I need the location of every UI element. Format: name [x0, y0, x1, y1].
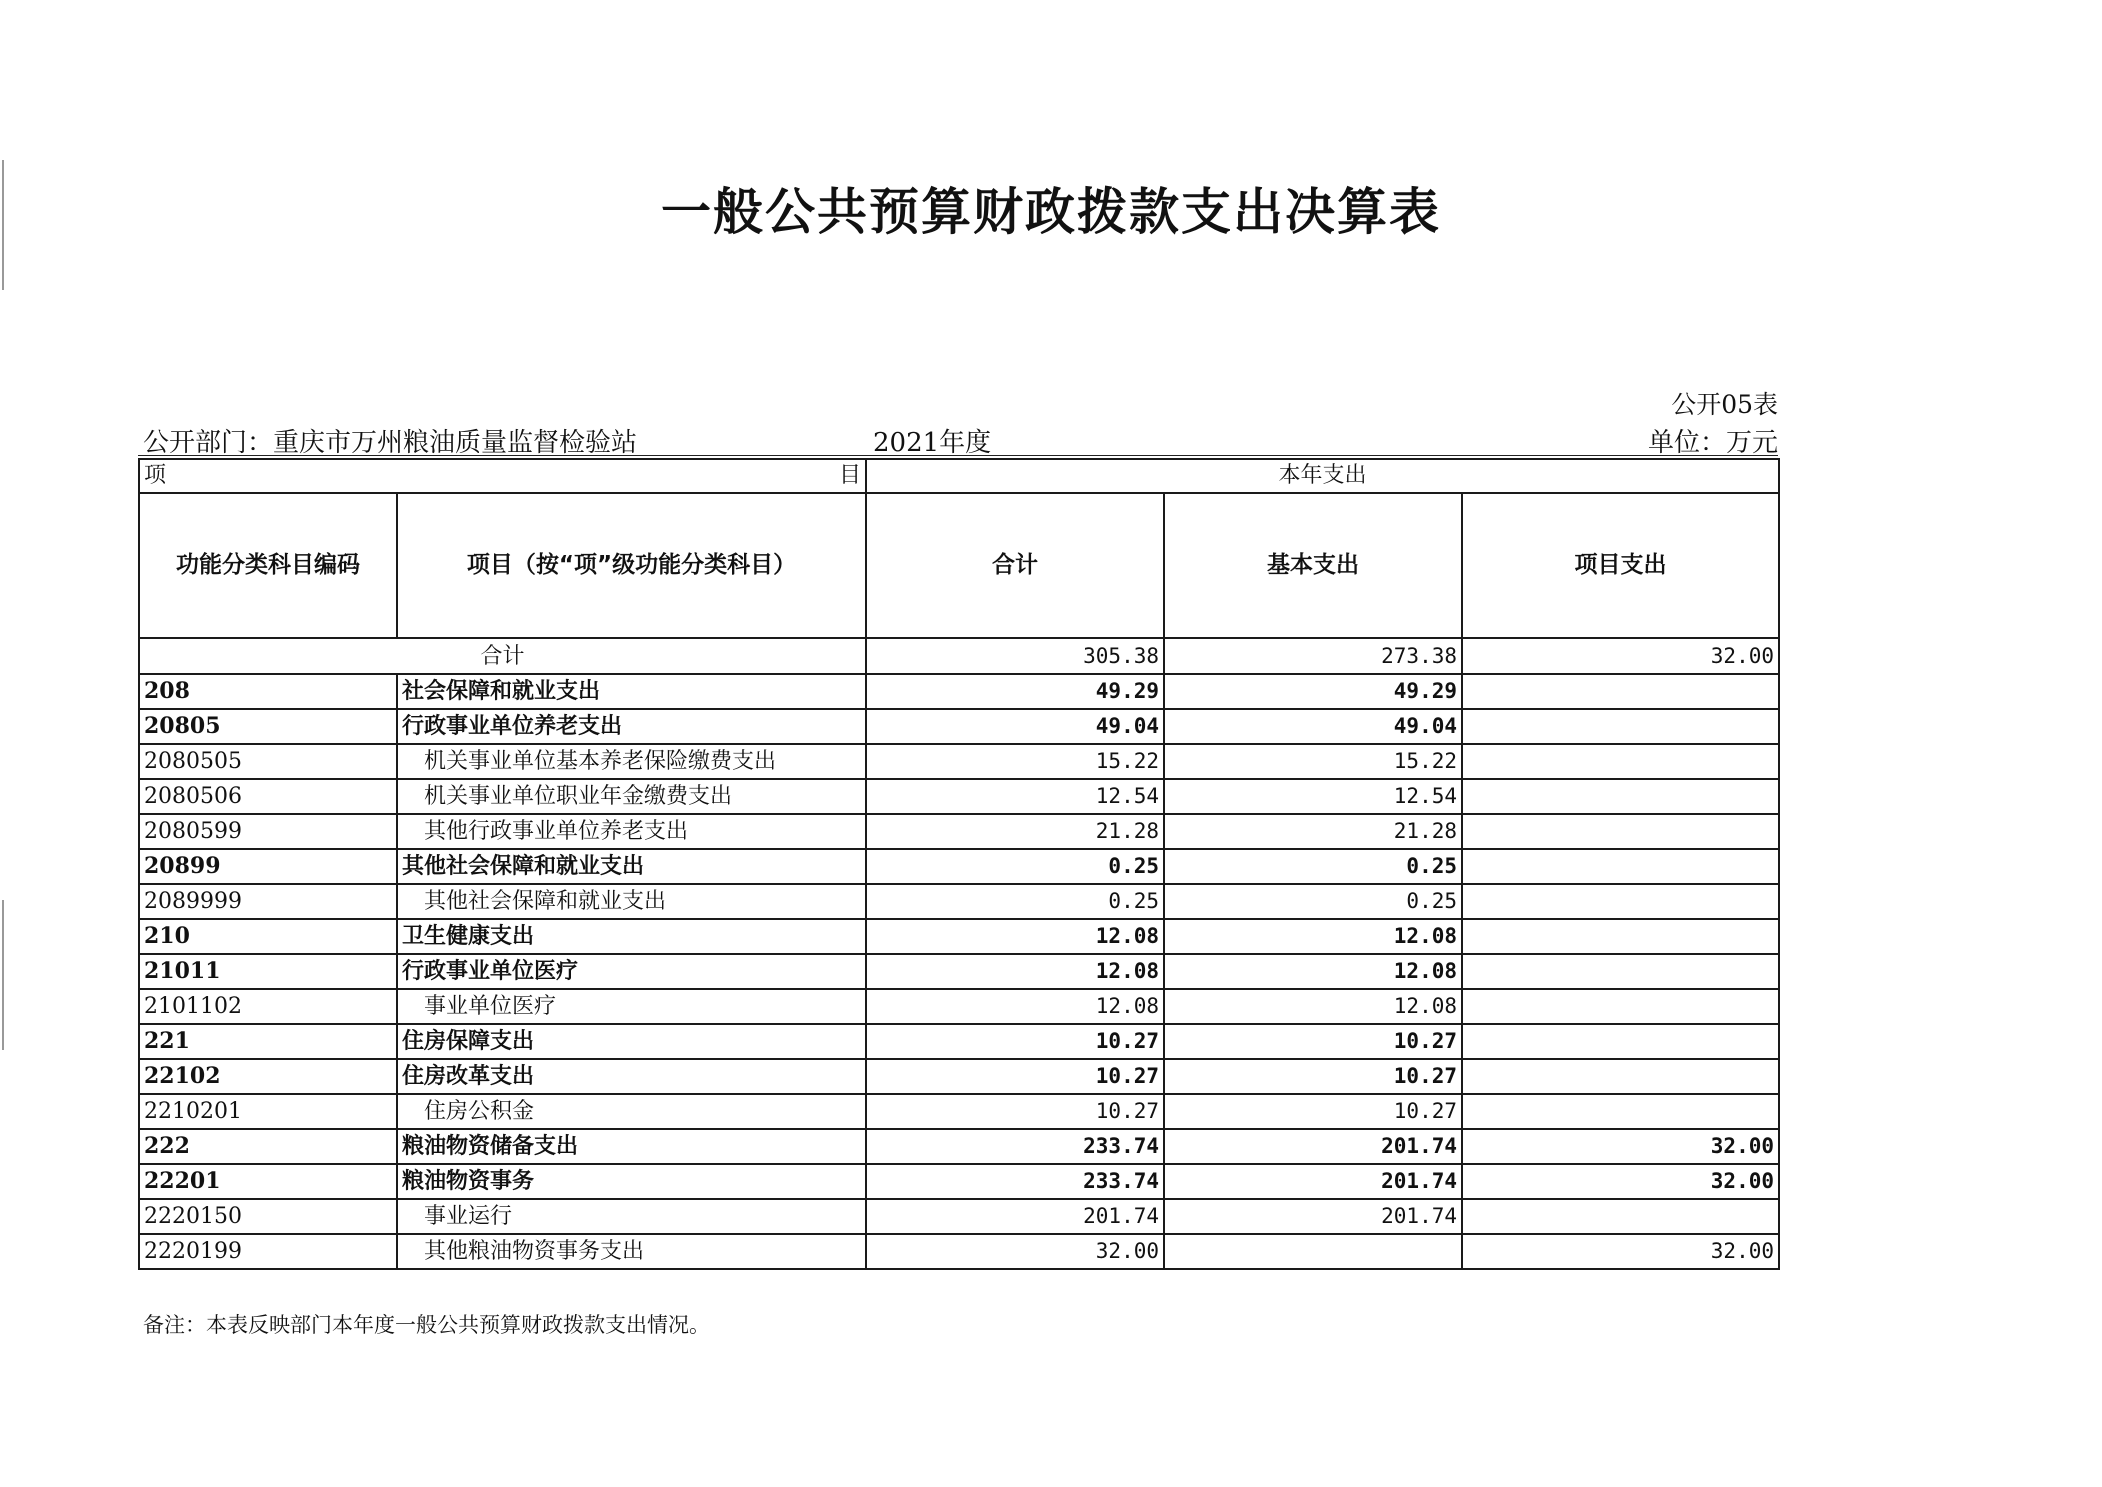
basic-cell: 12.08 [1164, 919, 1462, 954]
project-cell [1462, 674, 1779, 709]
total-cell: 10.27 [866, 1059, 1164, 1094]
header-group-current-year: 本年支出 [866, 459, 1779, 493]
table-row [139, 779, 1779, 814]
total-cell: 12.08 [866, 919, 1164, 954]
name-cell: 卫生健康支出 [397, 919, 866, 954]
basic-cell: 15.22 [1164, 744, 1462, 779]
department-label: 公开部门：重庆市万州粮油质量监督检验站 [143, 428, 638, 458]
code-cell: 22102 [139, 1059, 397, 1094]
project-cell [1462, 989, 1779, 1024]
basic-cell: 10.27 [1164, 1059, 1462, 1094]
column-header-basic: 基本支出 [1164, 493, 1462, 638]
table-row [139, 954, 1779, 989]
form-number: 公开05表 [1671, 390, 1778, 419]
total-sum: 305.38 [866, 638, 1164, 674]
table-row [139, 849, 1779, 884]
code-cell: 20899 [139, 849, 397, 884]
code-cell: 221 [139, 1024, 397, 1059]
table-row [139, 1129, 1779, 1164]
basic-cell: 49.29 [1164, 674, 1462, 709]
column-header-code: 功能分类科目编码 [139, 493, 397, 638]
fiscal-year: 2021年度 [873, 428, 992, 458]
project-cell [1462, 884, 1779, 919]
name-cell: 其他社会保障和就业支出 [397, 884, 866, 919]
project-cell [1462, 849, 1779, 884]
name-cell: 其他社会保障和就业支出 [397, 849, 866, 884]
project-cell: 32.00 [1462, 1234, 1779, 1269]
total-cell: 0.25 [866, 849, 1164, 884]
name-cell: 事业单位医疗 [397, 989, 866, 1024]
basic-cell: 201.74 [1164, 1199, 1462, 1234]
name-cell: 社会保障和就业支出 [397, 674, 866, 709]
total-cell: 12.08 [866, 954, 1164, 989]
name-cell: 行政事业单位养老支出 [397, 709, 866, 744]
project-cell [1462, 744, 1779, 779]
header-row-group [139, 459, 1779, 493]
table-row [139, 1164, 1779, 1199]
table-row [139, 674, 1779, 709]
table-row [139, 1059, 1779, 1094]
column-header-project: 项目支出 [1462, 493, 1779, 638]
code-cell: 20805 [139, 709, 397, 744]
total-cell: 10.27 [866, 1094, 1164, 1129]
total-cell: 233.74 [866, 1129, 1164, 1164]
total-cell: 233.74 [866, 1164, 1164, 1199]
code-cell: 222 [139, 1129, 397, 1164]
name-cell: 其他行政事业单位养老支出 [397, 814, 866, 849]
code-cell: 2220150 [139, 1199, 397, 1234]
basic-cell: 201.74 [1164, 1129, 1462, 1164]
code-cell: 2101102 [139, 989, 397, 1024]
project-cell [1462, 1199, 1779, 1234]
code-cell: 21011 [139, 954, 397, 989]
name-cell: 住房保障支出 [397, 1024, 866, 1059]
total-cell: 32.00 [866, 1234, 1164, 1269]
column-header-total: 合计 [866, 493, 1164, 638]
total-cell: 15.22 [866, 744, 1164, 779]
table-row [139, 1094, 1779, 1129]
code-cell: 2080505 [139, 744, 397, 779]
name-cell: 机关事业单位职业年金缴费支出 [397, 779, 866, 814]
basic-cell: 49.04 [1164, 709, 1462, 744]
basic-cell: 201.74 [1164, 1164, 1462, 1199]
total-basic: 273.38 [1164, 638, 1462, 674]
total-cell: 21.28 [866, 814, 1164, 849]
project-cell: 32.00 [1462, 1129, 1779, 1164]
table-row [139, 919, 1779, 954]
total-cell: 49.04 [866, 709, 1164, 744]
column-header-name: 项目（按“项”级功能分类科目） [397, 493, 866, 638]
budget-table [138, 458, 1780, 1270]
table-row [139, 989, 1779, 1024]
basic-cell: 10.27 [1164, 1024, 1462, 1059]
name-cell: 粮油物资事务 [397, 1164, 866, 1199]
total-row [139, 638, 1779, 674]
basic-cell: 21.28 [1164, 814, 1462, 849]
meta-underline [138, 455, 1778, 456]
basic-cell: 0.25 [1164, 849, 1462, 884]
code-cell: 2080506 [139, 779, 397, 814]
header-item-left: 项 [144, 463, 167, 488]
table-row [139, 709, 1779, 744]
total-cell: 10.27 [866, 1024, 1164, 1059]
code-cell: 210 [139, 919, 397, 954]
code-cell: 2210201 [139, 1094, 397, 1129]
name-cell: 其他粮油物资事务支出 [397, 1234, 866, 1269]
header-item-cell [139, 459, 866, 493]
total-cell: 201.74 [866, 1199, 1164, 1234]
table-row [139, 814, 1779, 849]
project-cell [1462, 919, 1779, 954]
project-cell [1462, 709, 1779, 744]
name-cell: 住房公积金 [397, 1094, 866, 1129]
basic-cell [1164, 1234, 1462, 1269]
basic-cell: 10.27 [1164, 1094, 1462, 1129]
table-row [139, 884, 1779, 919]
name-cell: 机关事业单位基本养老保险缴费支出 [397, 744, 866, 779]
project-cell [1462, 1024, 1779, 1059]
basic-cell: 12.08 [1164, 989, 1462, 1024]
project-cell [1462, 954, 1779, 989]
table-note: 备注：本表反映部门本年度一般公共预算财政拨款支出情况。 [143, 1313, 710, 1337]
basic-cell: 12.08 [1164, 954, 1462, 989]
name-cell: 粮油物资储备支出 [397, 1129, 866, 1164]
code-cell: 2080599 [139, 814, 397, 849]
project-cell: 32.00 [1462, 1164, 1779, 1199]
code-cell: 2220199 [139, 1234, 397, 1269]
code-cell: 2089999 [139, 884, 397, 919]
basic-cell: 0.25 [1164, 884, 1462, 919]
project-cell [1462, 779, 1779, 814]
table-row [139, 1234, 1779, 1269]
scan-edge-mark [2, 900, 4, 1050]
table-row [139, 1199, 1779, 1234]
basic-cell: 12.54 [1164, 779, 1462, 814]
unit-label: 单位：万元 [1647, 428, 1778, 458]
total-project: 32.00 [1462, 638, 1779, 674]
document-title: 一般公共预算财政拨款支出决算表 [661, 183, 1441, 241]
total-label: 合计 [139, 638, 866, 674]
header-row-columns [139, 493, 1779, 638]
header-item-right: 目 [838, 463, 861, 488]
total-cell: 12.08 [866, 989, 1164, 1024]
total-cell: 0.25 [866, 884, 1164, 919]
total-cell: 12.54 [866, 779, 1164, 814]
name-cell: 事业运行 [397, 1199, 866, 1234]
total-cell: 49.29 [866, 674, 1164, 709]
name-cell: 住房改革支出 [397, 1059, 866, 1094]
table-row [139, 1024, 1779, 1059]
code-cell: 22201 [139, 1164, 397, 1199]
code-cell: 208 [139, 674, 397, 709]
project-cell [1462, 814, 1779, 849]
table-row [139, 744, 1779, 779]
project-cell [1462, 1094, 1779, 1129]
name-cell: 行政事业单位医疗 [397, 954, 866, 989]
project-cell [1462, 1059, 1779, 1094]
